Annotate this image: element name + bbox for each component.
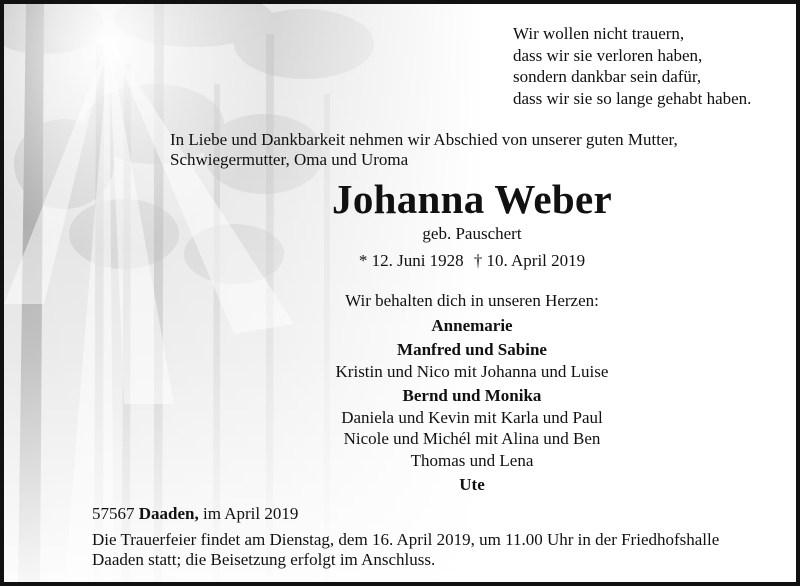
town: Daaden, — [138, 504, 199, 523]
family-member: Thomas und Lena — [410, 450, 534, 470]
funeral-notice — [92, 530, 719, 570]
family-member: Daniela und Kevin mit Karla und Paul — [341, 407, 603, 427]
deceased-name: Johanna Weber — [332, 176, 612, 222]
poem-line: sondern dankbar sein dafür, — [513, 67, 702, 86]
poem-line: dass wir sie verloren haben, — [513, 45, 703, 65]
family-member: Manfred und Sabine — [397, 340, 547, 359]
family-member: Kristin und Nico mit Johanna und Luise — [335, 361, 609, 381]
notice-line: Daaden statt; die Beisetzung erfolgt im Anschluss. — [92, 550, 436, 569]
intro-line: In Liebe und Dankbarkeit nehmen wir Abschied von unserer guten Mutter, — [170, 130, 678, 149]
family-member: Bernd und Monika — [402, 386, 542, 405]
intro-line: Schwiegermutter, Oma und Uroma — [170, 150, 409, 169]
poem-line: dass wir sie so lange gehabt haben. — [513, 88, 752, 108]
maiden-name: geb. Pauschert — [422, 224, 522, 243]
family-member: Annemarie — [431, 315, 513, 335]
family-member: Ute — [459, 475, 485, 494]
family-heading: Wir behalten dich in unseren Herzen: — [345, 291, 599, 310]
notice-line: Die Trauerfeier findet am Dienstag, dem 16. April 2019, um 11.00 Uhr in der Friedhofshalle — [92, 530, 720, 549]
death-date: † 10. April 2019 — [473, 251, 586, 270]
poem-line: Wir wollen nicht trauern, — [513, 24, 685, 43]
family-list — [204, 290, 740, 496]
family-member: Nicole und Michél mit Alina und Ben — [343, 429, 601, 448]
place-date: im April 2019 — [202, 504, 299, 523]
poem — [513, 23, 751, 109]
birth-date: * 12. Juni 1928 — [358, 251, 464, 270]
place-and-date — [92, 504, 298, 524]
postcode: 57567 — [92, 504, 135, 523]
intro-text — [170, 130, 678, 170]
life-dates — [204, 251, 740, 271]
